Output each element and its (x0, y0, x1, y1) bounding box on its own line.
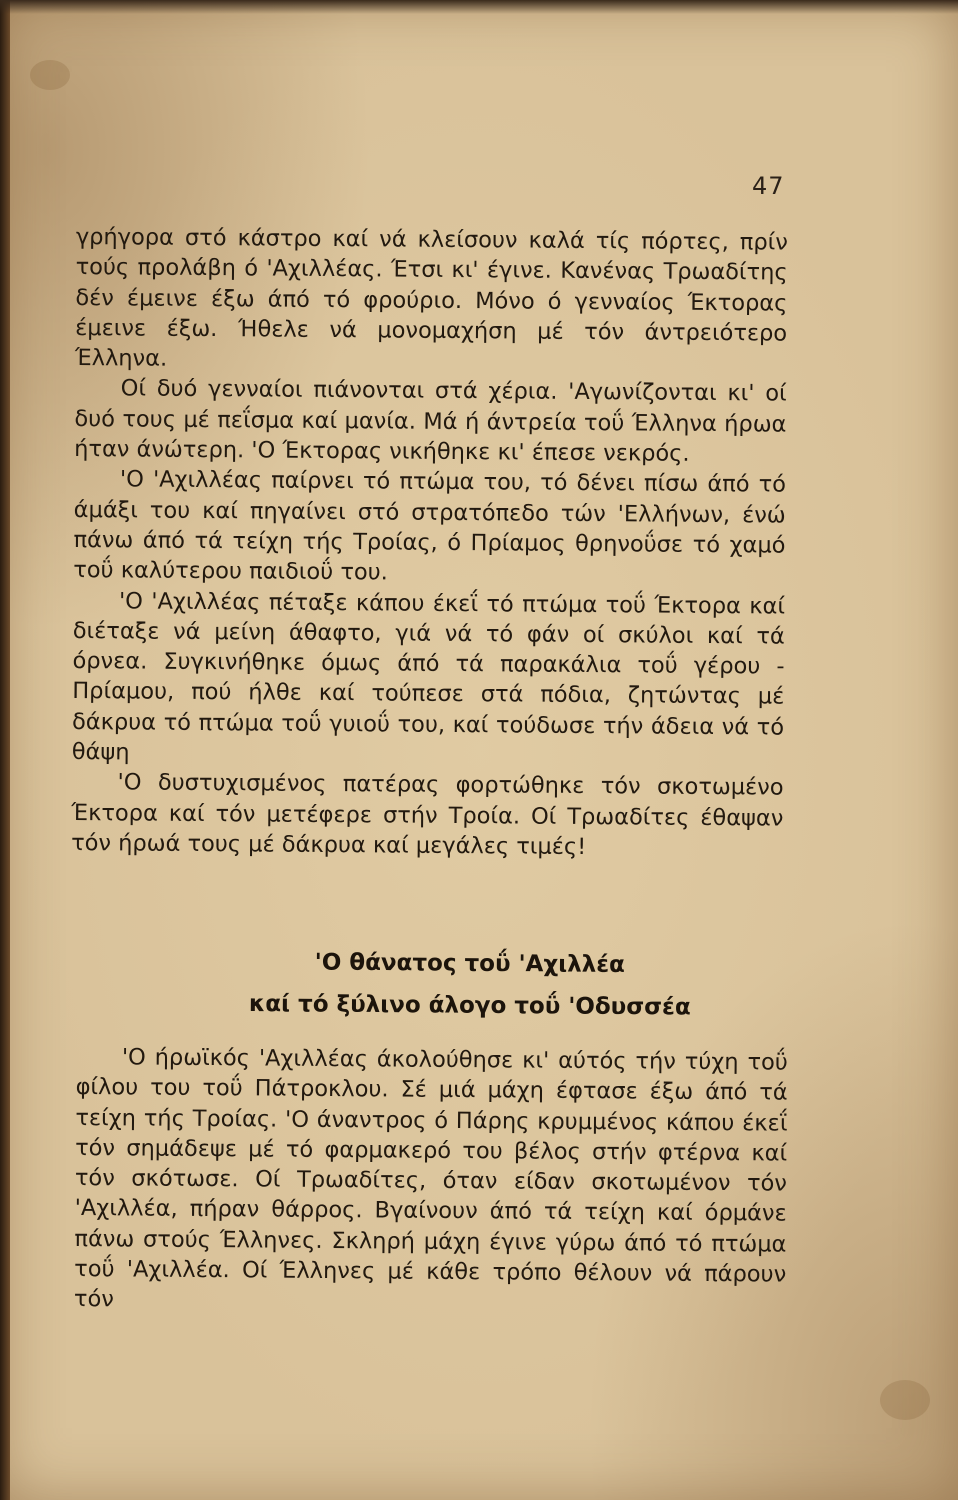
paper-stain (30, 60, 70, 90)
page-number: 47 (752, 172, 785, 200)
paragraph: 'Ο ήρωϊκός 'Αχιλλέας άκολούθησε κι' αύτός τήν τύχη τοΰ φίλου του τοΰ Πάτροκλου. Σέ μιά μάχη έφτασε έξω άπό τά τείχη τής Τροίας. 'Ο άναντρος ό Πάρης κρυμμένος κάπου έκεΐ τόν σημάδεψε μέ τό φαρμακερό του βέλος στήν φτέρνα καί τόν σκότωσε. Οί Τρωαδίτες, όταν είδαν σκοτωμένον τόν 'Αχιλλέα, πήραν θάρρος. Βγαίνουν άπό τά τείχη καί όρμάνε πάνω στούς Έλληνες. Σκληρή μάχη έγινε γύρω άπό τό πτώμα τοΰ 'Αχιλλέα. Οί Έλληνες μέ κάθε τρόπο θέλουν νά πάρουν τόν (73, 1044, 788, 1313)
paragraph: 'Ο 'Αχιλλέας πέταξε κάπου έκεΐ τό πτώμα τοΰ Έκτορα καί διέταξε νά μείνη άθαφτο, γιά νά τό φάν οί σκύλοι καί τά όρνεα. Συγκινήθηκε όμως άπό τά παρακάλια τοΰ γέρου - Πρίαμου, πού ήλθε καί τούπεσε στά πόδια, ζητώντας μέ δάκρυα τό πτώμα τοΰ γυιοΰ του, καί τούδωσε τήν άδεια νά τό θάψη (71, 587, 786, 766)
section-heading-line-1: 'Ο θάνατος τοΰ 'Αχιλλέα (314, 949, 625, 978)
text-block-bottom (74, 1042, 788, 1320)
section-heading-line-2: καί τό ξύλινο άλογο τοΰ 'Οδυσσέα (248, 991, 691, 1021)
page-binding-edge (0, 0, 10, 1500)
paragraph: 'Ο δυστυχισμένος πατέρας φορτώθηκε τόν σκοτωμένο Έκτορα καί τόν μετέφερε στήν Τροία. Οί Τρωαδίτες έθαψαν τόν ήρωά τους μέ δάκρυα καί μεγάλες τιμές! (71, 769, 784, 860)
page-top-edge (0, 0, 958, 14)
paragraph: 'Ο 'Αχιλλέας παίρνει τό πτώμα του, τό δένει πίσω άπό τό άμάξι του καί πηγαίνει στό στρατόπεδο τών 'Ελλήνων, ένώ πάνω άπό τά τείχη τής Τροίας, ό Πρίαμος θρηνοΰσε τό χαμό τοΰ καλύτερου παιδιοΰ του. (73, 466, 787, 586)
paragraph: Οί δυό γενναίοι πιάνονται στά χέρια. 'Αγωνίζονται κι' οί δυό τους μέ πεΐσμα καί μανία. Μά ή άντρεία τοΰ Έλληνα ήρωα ήταν άνώτερη. 'Ο Έκτορας νικήθηκε κι' έπεσε νεκρός. (74, 375, 787, 467)
paper-stain (880, 1380, 930, 1420)
paragraph: γρήγορα στό κάστρο καί νά κλείσουν καλά τίς πόρτες, πρίν τούς προλάβη ό 'Αχιλλέας. Έτσι κι' έγινε. Κανένας Τρωαδίτης δέν έμεινε έξω άπό τό φρούριο. Μόνο ό γενναίος Έκτορας έμεινε έξω. Ήθελε νά μονομαχήση μέ τόν άντρειότερο Έλληνα. (74, 223, 788, 372)
text-block-top (71, 222, 788, 864)
